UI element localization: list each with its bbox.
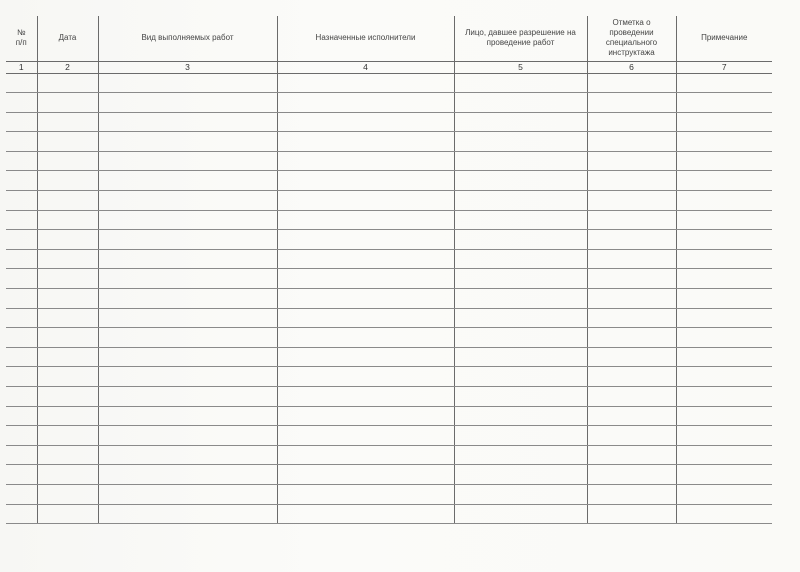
table-cell (454, 426, 587, 446)
table-cell (98, 132, 277, 152)
table-cell (37, 328, 98, 348)
table-row (6, 465, 772, 485)
table-cell (6, 367, 37, 387)
table-cell (98, 484, 277, 504)
table-cell (676, 73, 772, 93)
table-cell (277, 465, 454, 485)
table-cell (98, 465, 277, 485)
table-cell (454, 465, 587, 485)
table-cell (37, 445, 98, 465)
table-cell (454, 249, 587, 269)
table-cell (37, 347, 98, 367)
table-cell (587, 328, 676, 348)
table-cell (587, 269, 676, 289)
table-row (6, 367, 772, 387)
table-cell (277, 93, 454, 113)
table-cell (587, 484, 676, 504)
table-cell (277, 367, 454, 387)
table-row (6, 132, 772, 152)
table-cell (98, 171, 277, 191)
table-cell (587, 445, 676, 465)
table-cell (676, 249, 772, 269)
table-cell (277, 73, 454, 93)
table-cell (98, 387, 277, 407)
table-cell (676, 171, 772, 191)
table-cell (454, 191, 587, 211)
table-cell (98, 249, 277, 269)
table-cell (37, 504, 98, 524)
column-number-2: 2 (37, 61, 98, 73)
table-cell (676, 328, 772, 348)
table-cell (454, 171, 587, 191)
table-cell (454, 406, 587, 426)
table-cell (6, 191, 37, 211)
column-number-6: 6 (587, 61, 676, 73)
table-cell (6, 406, 37, 426)
table-cell (454, 347, 587, 367)
table-cell (6, 269, 37, 289)
table-cell (37, 112, 98, 132)
table-cell (6, 249, 37, 269)
table-cell (454, 367, 587, 387)
header-note (676, 16, 772, 61)
table-cell (676, 191, 772, 211)
table-row (6, 230, 772, 250)
table-cell (277, 269, 454, 289)
table-cell (98, 328, 277, 348)
table-cell (6, 484, 37, 504)
table-cell (587, 249, 676, 269)
table-row (6, 445, 772, 465)
table-cell (676, 112, 772, 132)
table-cell (587, 73, 676, 93)
table-cell (6, 171, 37, 191)
header-number-label: № п/п (15, 28, 27, 48)
table-cell (37, 367, 98, 387)
table-cell (277, 387, 454, 407)
table-row (6, 406, 772, 426)
table-cell (676, 387, 772, 407)
table-cell (6, 210, 37, 230)
header-briefing-mark (587, 16, 676, 61)
table-cell (454, 484, 587, 504)
table-cell (37, 484, 98, 504)
table-cell (277, 308, 454, 328)
column-number-1: 1 (6, 61, 37, 73)
table-cell (37, 230, 98, 250)
header-date (37, 16, 98, 61)
table-cell (37, 308, 98, 328)
table-cell (98, 289, 277, 309)
table-row (6, 151, 772, 171)
table-cell (37, 406, 98, 426)
table-cell (6, 73, 37, 93)
table-cell (98, 347, 277, 367)
table-cell (454, 445, 587, 465)
table-cell (676, 445, 772, 465)
header-authorizing-person-label: Лицо, давшее разрешение на проведение работ (465, 28, 576, 48)
column-number-row (6, 61, 772, 73)
table-cell (454, 308, 587, 328)
table-row (6, 426, 772, 446)
table-cell (277, 171, 454, 191)
table-cell (6, 230, 37, 250)
table-cell (277, 347, 454, 367)
table-cell (98, 73, 277, 93)
table-cell (6, 445, 37, 465)
header-assigned-workers (277, 16, 454, 61)
table-cell (98, 445, 277, 465)
table-cell (6, 465, 37, 485)
table-cell (676, 132, 772, 152)
table-cell (37, 73, 98, 93)
table-row (6, 504, 772, 524)
table-cell (587, 210, 676, 230)
table-cell (587, 426, 676, 446)
table-cell (676, 504, 772, 524)
table-cell (454, 93, 587, 113)
table-cell (454, 328, 587, 348)
table-cell (277, 504, 454, 524)
table-row (6, 171, 772, 191)
header-work-type-label: Вид выполняемых работ (141, 33, 234, 43)
table-cell (676, 289, 772, 309)
table-cell (37, 132, 98, 152)
table-cell (676, 269, 772, 289)
table-cell (676, 484, 772, 504)
table-cell (676, 308, 772, 328)
table-cell (277, 132, 454, 152)
header-briefing-mark-label: Отметка о проведении специального инструктажа (605, 18, 658, 58)
table-row (6, 387, 772, 407)
table-cell (37, 269, 98, 289)
table-cell (277, 230, 454, 250)
table-cell (6, 93, 37, 113)
table-cell (277, 426, 454, 446)
table-cell (676, 230, 772, 250)
table-row (6, 484, 772, 504)
table-cell (454, 289, 587, 309)
header-row (6, 16, 772, 61)
header-note-label: Примечание (701, 33, 748, 43)
table-cell (6, 132, 37, 152)
table-cell (98, 367, 277, 387)
table-cell (587, 308, 676, 328)
table-cell (277, 484, 454, 504)
column-number-4: 4 (277, 61, 454, 73)
table-cell (6, 112, 37, 132)
table-cell (587, 151, 676, 171)
table-cell (6, 308, 37, 328)
table-cell (98, 406, 277, 426)
table-cell (37, 387, 98, 407)
table-cell (587, 367, 676, 387)
table-row (6, 191, 772, 211)
table-cell (587, 387, 676, 407)
table-cell (454, 132, 587, 152)
table-cell (587, 171, 676, 191)
table-cell (37, 171, 98, 191)
table-cell (454, 151, 587, 171)
table-cell (454, 112, 587, 132)
table-cell (277, 151, 454, 171)
table-row (6, 112, 772, 132)
table-row (6, 210, 772, 230)
table-cell (587, 465, 676, 485)
table-cell (676, 347, 772, 367)
header-date-label: Дата (58, 33, 77, 43)
table-cell (587, 112, 676, 132)
table-cell (6, 504, 37, 524)
table-row (6, 328, 772, 348)
table-cell (98, 269, 277, 289)
table-row (6, 93, 772, 113)
table-cell (587, 132, 676, 152)
table-cell (37, 289, 98, 309)
table-cell (277, 191, 454, 211)
table-cell (587, 406, 676, 426)
table-cell (587, 93, 676, 113)
table-cell (98, 112, 277, 132)
table-cell (98, 504, 277, 524)
table-row (6, 73, 772, 93)
table-cell (676, 93, 772, 113)
table-cell (277, 289, 454, 309)
table-cell (587, 289, 676, 309)
table-cell (454, 387, 587, 407)
header-assigned-workers-label: Назначенные исполнители (315, 33, 416, 43)
table-cell (37, 210, 98, 230)
table-cell (676, 367, 772, 387)
table-cell (37, 151, 98, 171)
header-authorizing-person (454, 16, 587, 61)
table-cell (37, 93, 98, 113)
table-cell (587, 347, 676, 367)
table-cell (676, 210, 772, 230)
table-cell (98, 426, 277, 446)
table-cell (6, 151, 37, 171)
column-number-7: 7 (676, 61, 772, 73)
table-row (6, 347, 772, 367)
table-cell (6, 387, 37, 407)
table-cell (98, 308, 277, 328)
table-cell (37, 465, 98, 485)
table-row (6, 269, 772, 289)
table-cell (6, 328, 37, 348)
table-cell (98, 191, 277, 211)
table-row (6, 308, 772, 328)
header-number (6, 16, 37, 61)
table-cell (277, 249, 454, 269)
log-body (6, 73, 772, 524)
table-cell (676, 406, 772, 426)
table-cell (98, 151, 277, 171)
work-log-table (6, 16, 772, 524)
table-cell (6, 426, 37, 446)
table-row (6, 249, 772, 269)
table-cell (454, 230, 587, 250)
table-cell (98, 210, 277, 230)
table-cell (37, 249, 98, 269)
table-cell (98, 93, 277, 113)
column-number-3: 3 (98, 61, 277, 73)
table-cell (587, 191, 676, 211)
table-row (6, 289, 772, 309)
table-cell (6, 347, 37, 367)
table-cell (676, 426, 772, 446)
table-cell (587, 504, 676, 524)
table-cell (277, 445, 454, 465)
table-cell (277, 210, 454, 230)
table-cell (37, 191, 98, 211)
table-cell (37, 426, 98, 446)
table-cell (277, 406, 454, 426)
table-cell (277, 328, 454, 348)
table-cell (676, 151, 772, 171)
table-cell (454, 269, 587, 289)
table-cell (454, 210, 587, 230)
table-cell (454, 504, 587, 524)
table-cell (676, 465, 772, 485)
table-cell (587, 230, 676, 250)
table-cell (454, 73, 587, 93)
header-work-type (98, 16, 277, 61)
column-number-5: 5 (454, 61, 587, 73)
table-cell (277, 112, 454, 132)
table-cell (6, 289, 37, 309)
table-cell (98, 230, 277, 250)
